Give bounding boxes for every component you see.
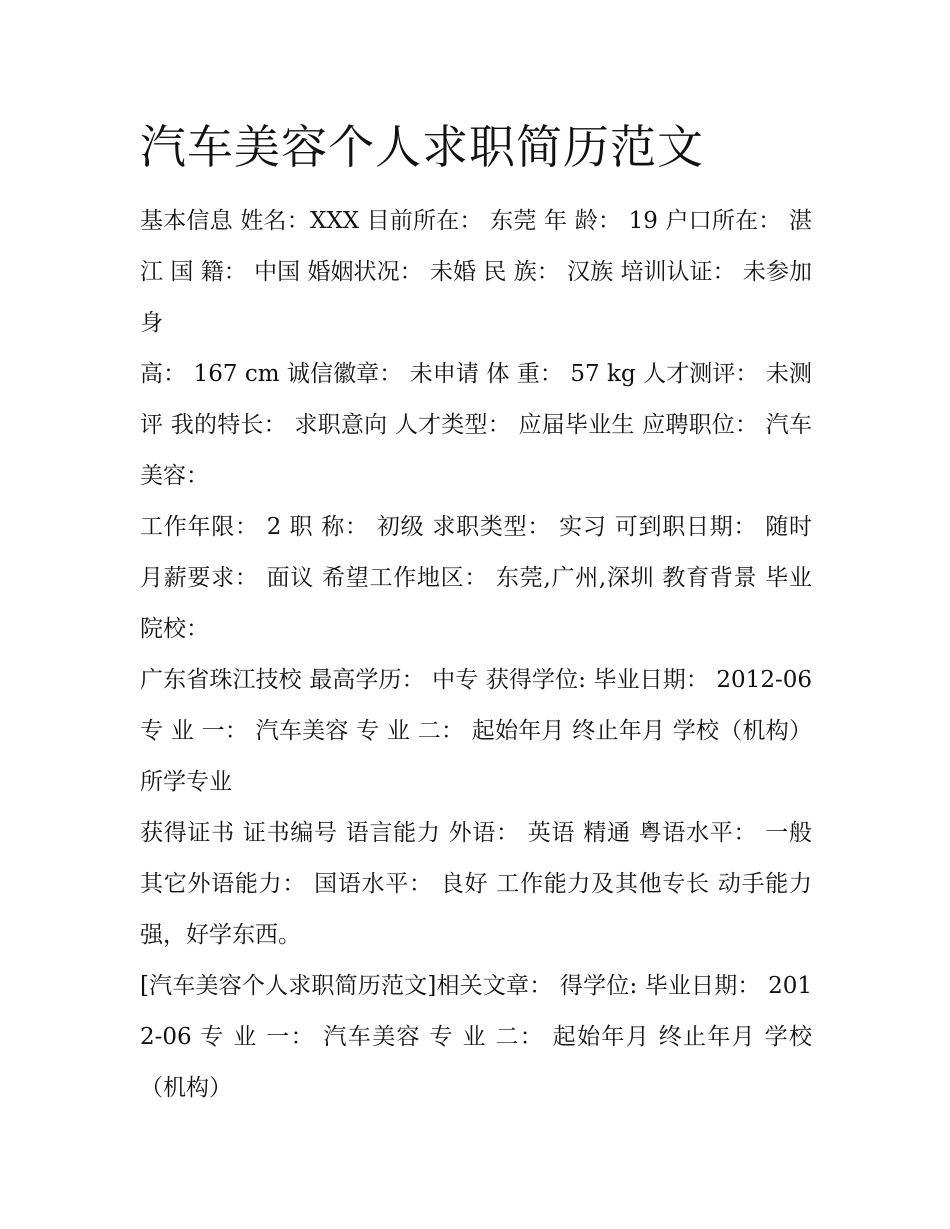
- document-page: [140, 112, 812, 1114]
- paragraph-related-articles: [汽车美容个人求职简历范文]相关文章： 得学位: 毕业日期： 2012-06 专 业 一： 汽车美容 专 业 二： 起始年月 终止年月 学校（机构）: [140, 973, 812, 1101]
- paragraph-work-years: 工作年限： 2 职 称： 初级 求职类型： 实习 可到职日期： 随时 月薪要求： 面议 希望工作地区： 东莞,广州,深圳 教育背景 毕业院校：: [140, 514, 812, 642]
- paragraph-height-intent: 高： 167 cm 诚信徽章： 未申请 体 重： 57 kg 人才测评： 未测评 我的特长： 求职意向 人才类型： 应届毕业生 应聘职位： 汽车美容：: [140, 361, 812, 489]
- paragraph-basic-info: 基本信息 姓名：XXX 目前所在： 东莞 年 龄： 19 户口所在： 湛江 国 籍： 中国 婚姻状况： 未婚 民 族： 汉族 培训认证： 未参加 身: [140, 208, 812, 336]
- paragraph-education: 广东省珠江技校 最高学历： 中专 获得学位: 毕业日期： 2012-06 专 业 一： 汽车美容 专 业 二： 起始年月 终止年月 学校（机构） 所学专业: [140, 667, 812, 795]
- paragraph-certificates: 获得证书 证书编号 语言能力 外语： 英语 精通 粤语水平： 一般 其它外语能力： 国语水平： 良好 工作能力及其他专长 动手能力强，好学东西。: [140, 820, 812, 948]
- document-title: 汽车美容个人求职简历范文: [140, 120, 704, 174]
